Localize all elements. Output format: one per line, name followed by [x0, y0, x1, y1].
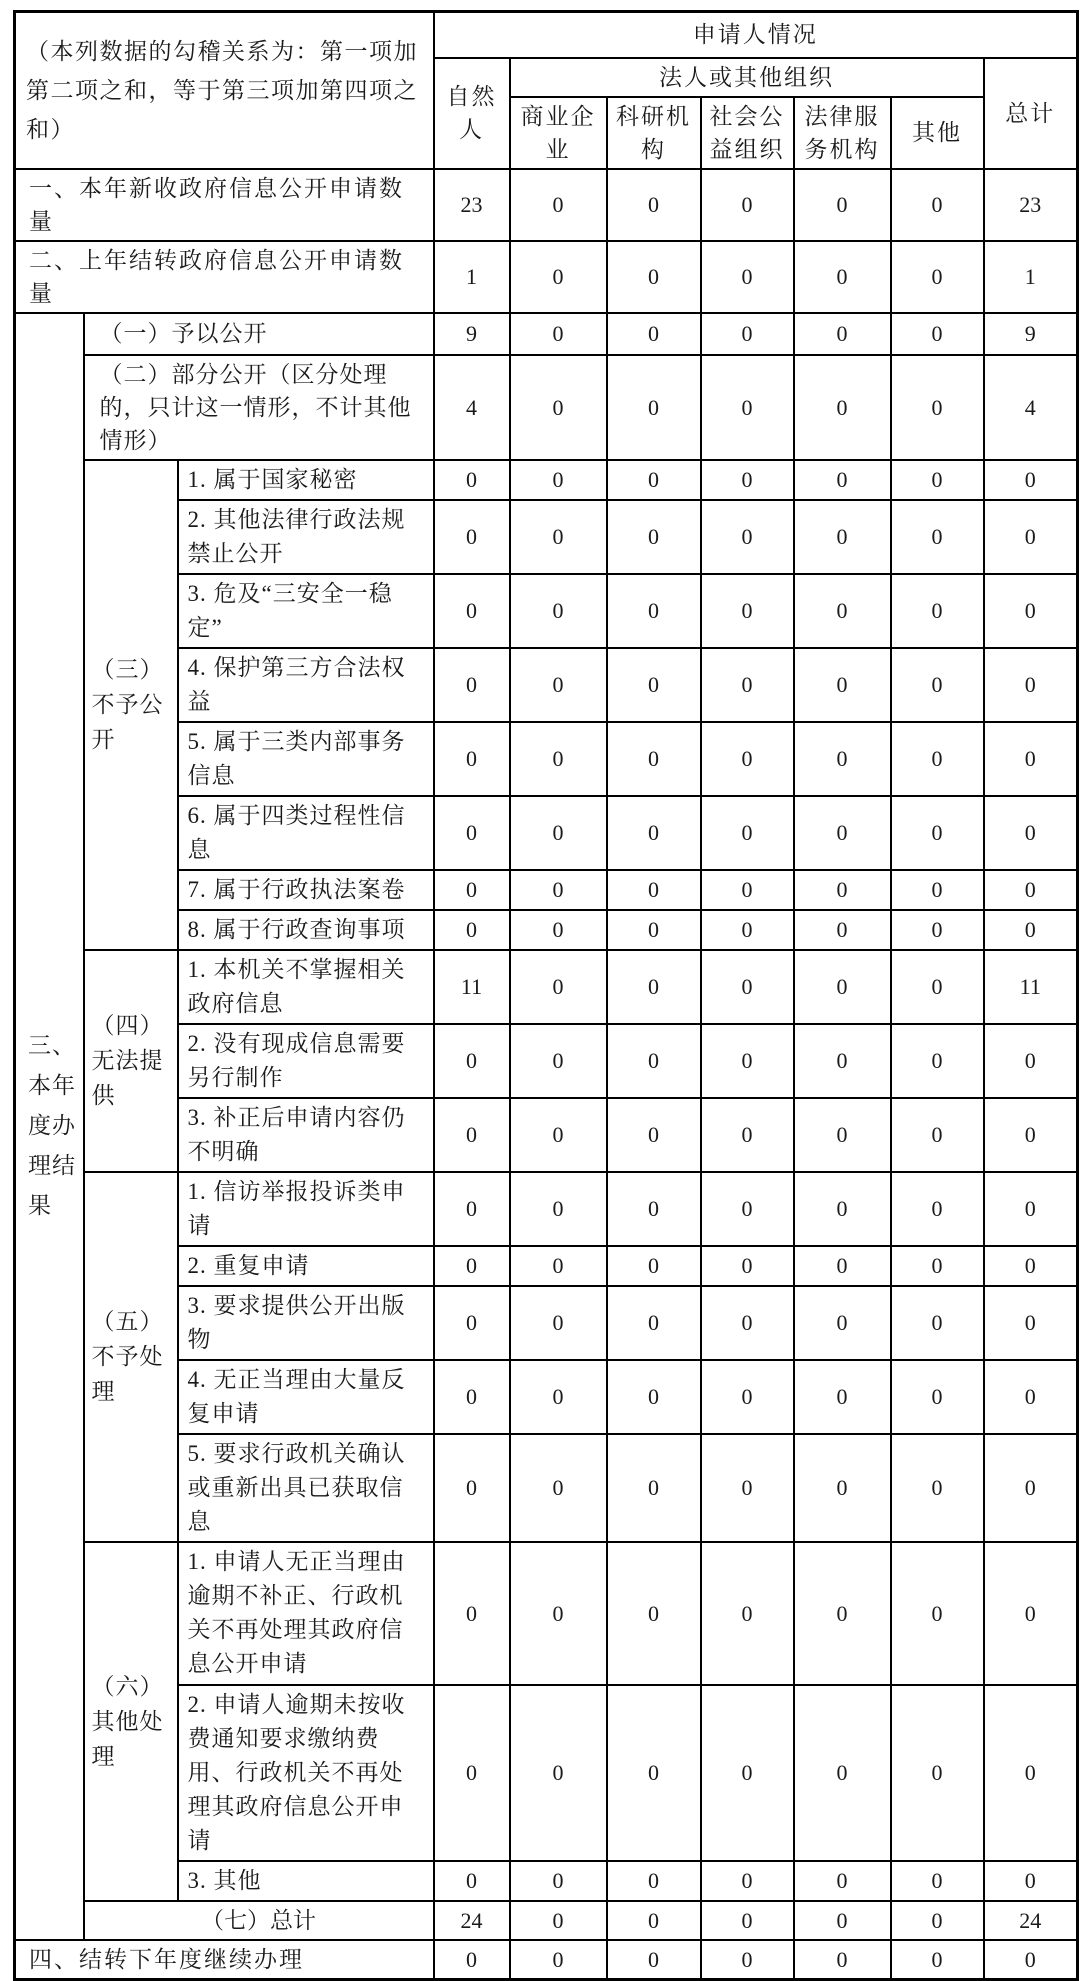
value-cell: 0: [984, 1434, 1078, 1542]
value-cell: 0: [794, 1172, 891, 1246]
value-cell: 0: [434, 1360, 510, 1434]
value-cell: 0: [510, 1434, 607, 1542]
value-cell: 0: [510, 355, 607, 460]
value-cell: 0: [891, 950, 984, 1024]
value-cell: 0: [701, 1901, 794, 1940]
value-cell: 0: [701, 1098, 794, 1172]
value-cell: 0: [607, 500, 701, 574]
value-cell: 0: [891, 313, 984, 355]
value-cell: 0: [434, 1246, 510, 1286]
value-cell: 0: [701, 1685, 794, 1861]
value-cell: 0: [794, 169, 891, 241]
value-cell: 0: [891, 796, 984, 870]
value-cell: 0: [794, 1098, 891, 1172]
section-not-disclosed-label: （三）不予公开: [84, 460, 178, 950]
value-cell: 0: [701, 574, 794, 648]
value-cell: 0: [891, 355, 984, 460]
value-cell: 0: [434, 796, 510, 870]
value-cell: 0: [607, 796, 701, 870]
row-label: 1. 本机关不掌握相关政府信息: [178, 950, 434, 1024]
value-cell: 0: [794, 1360, 891, 1434]
value-cell: 0: [607, 648, 701, 722]
value-cell: 0: [794, 1024, 891, 1098]
value-cell: 0: [794, 355, 891, 460]
value-cell: 24: [984, 1901, 1078, 1940]
row-label: （一）予以公开: [84, 313, 434, 355]
value-cell: 0: [891, 1940, 984, 1980]
value-cell: 0: [510, 910, 607, 950]
value-cell: 0: [984, 1024, 1078, 1098]
value-cell: 0: [794, 950, 891, 1024]
legal-org-header: 法人或其他组织: [510, 58, 984, 97]
value-cell: 24: [434, 1901, 510, 1940]
value-cell: 0: [510, 1542, 607, 1685]
value-cell: 0: [891, 1434, 984, 1542]
value-cell: 0: [701, 169, 794, 241]
value-cell: 0: [434, 1542, 510, 1685]
row-label: 6. 属于四类过程性信息: [178, 796, 434, 870]
row-label: 3. 危及“三安全一稳定”: [178, 574, 434, 648]
row-label: （七）总计: [84, 1901, 434, 1940]
value-cell: 0: [891, 574, 984, 648]
row-label: 3. 补正后申请内容仍不明确: [178, 1098, 434, 1172]
row-label: 4. 保护第三方合法权益: [178, 648, 434, 722]
value-cell: 0: [434, 460, 510, 500]
disclosure-requests-table: [13, 10, 1079, 1981]
value-cell: 0: [891, 648, 984, 722]
value-cell: 0: [510, 870, 607, 910]
row-label: 2. 其他法律行政法规禁止公开: [178, 500, 434, 574]
value-cell: 0: [434, 1286, 510, 1360]
row-label: 1. 信访举报投诉类申请: [178, 1172, 434, 1246]
value-cell: 0: [891, 1360, 984, 1434]
row-label: 一、本年新收政府信息公开申请数量: [15, 169, 434, 241]
row-label: 3. 其他: [178, 1861, 434, 1901]
value-cell: 0: [891, 1861, 984, 1901]
value-cell: 0: [607, 1172, 701, 1246]
value-cell: 0: [794, 313, 891, 355]
row-label: 二、上年结转政府信息公开申请数量: [15, 241, 434, 313]
value-cell: 0: [701, 313, 794, 355]
value-cell: 0: [607, 1685, 701, 1861]
value-cell: 0: [794, 1286, 891, 1360]
natural-person-header: 自然人: [434, 58, 510, 169]
value-cell: 0: [607, 1940, 701, 1980]
value-cell: 0: [701, 460, 794, 500]
value-cell: 0: [794, 1542, 891, 1685]
value-cell: 0: [434, 648, 510, 722]
value-cell: 0: [607, 313, 701, 355]
value-cell: 0: [984, 574, 1078, 648]
value-cell: 0: [794, 1940, 891, 1980]
value-cell: 0: [701, 1542, 794, 1685]
value-cell: 0: [434, 1940, 510, 1980]
applicant-situation-header: 申请人情况: [434, 12, 1078, 58]
value-cell: 0: [701, 796, 794, 870]
value-cell: 0: [891, 460, 984, 500]
row-label: 1. 属于国家秘密: [178, 460, 434, 500]
value-cell: 0: [794, 1685, 891, 1861]
value-cell: 0: [607, 574, 701, 648]
value-cell: 0: [794, 460, 891, 500]
value-cell: 0: [794, 1434, 891, 1542]
value-cell: 0: [984, 1685, 1078, 1861]
value-cell: 0: [891, 1542, 984, 1685]
value-cell: 0: [984, 1360, 1078, 1434]
value-cell: 0: [607, 460, 701, 500]
value-cell: 9: [984, 313, 1078, 355]
value-cell: 0: [984, 722, 1078, 796]
row-label: 四、结转下年度继续办理: [15, 1940, 434, 1980]
value-cell: 0: [701, 1940, 794, 1980]
value-cell: 0: [984, 1098, 1078, 1172]
value-cell: 0: [701, 870, 794, 910]
value-cell: 0: [607, 722, 701, 796]
value-cell: 0: [434, 574, 510, 648]
value-cell: 0: [701, 1434, 794, 1542]
value-cell: 0: [510, 648, 607, 722]
value-cell: 0: [510, 1861, 607, 1901]
value-cell: 0: [794, 870, 891, 910]
value-cell: 0: [891, 722, 984, 796]
value-cell: 0: [434, 1098, 510, 1172]
value-cell: 0: [607, 1246, 701, 1286]
value-cell: 0: [984, 1246, 1078, 1286]
org-type-header: 商业企业: [510, 97, 607, 169]
value-cell: 0: [510, 169, 607, 241]
value-cell: 1: [434, 241, 510, 313]
value-cell: 0: [701, 648, 794, 722]
value-cell: 0: [607, 1098, 701, 1172]
value-cell: 1: [984, 241, 1078, 313]
value-cell: 0: [794, 1861, 891, 1901]
value-cell: 0: [607, 950, 701, 1024]
value-cell: 0: [434, 1685, 510, 1861]
value-cell: 0: [510, 796, 607, 870]
value-cell: 0: [434, 1172, 510, 1246]
value-cell: 0: [794, 722, 891, 796]
value-cell: 0: [794, 648, 891, 722]
value-cell: 0: [984, 460, 1078, 500]
value-cell: 0: [701, 1286, 794, 1360]
value-cell: 0: [891, 1024, 984, 1098]
value-cell: 0: [434, 1861, 510, 1901]
value-cell: 0: [510, 722, 607, 796]
value-cell: 0: [510, 1685, 607, 1861]
value-cell: 0: [701, 722, 794, 796]
value-cell: 0: [891, 1901, 984, 1940]
value-cell: 0: [794, 241, 891, 313]
row-label: 3. 要求提供公开出版物: [178, 1286, 434, 1360]
value-cell: 0: [607, 241, 701, 313]
value-cell: 0: [891, 910, 984, 950]
value-cell: 0: [607, 1434, 701, 1542]
value-cell: 0: [891, 1172, 984, 1246]
value-cell: 0: [891, 169, 984, 241]
value-cell: 4: [984, 355, 1078, 460]
value-cell: 0: [794, 910, 891, 950]
value-cell: 23: [984, 169, 1078, 241]
value-cell: 0: [510, 460, 607, 500]
value-cell: 0: [607, 870, 701, 910]
org-type-header: 法律服务机构: [794, 97, 891, 169]
value-cell: 0: [891, 241, 984, 313]
value-cell: 0: [510, 1901, 607, 1940]
row-label: 4. 无正当理由大量反复申请: [178, 1360, 434, 1434]
value-cell: 0: [434, 722, 510, 796]
value-cell: 0: [984, 1542, 1078, 1685]
row-label: 8. 属于行政查询事项: [178, 910, 434, 950]
value-cell: 0: [891, 1246, 984, 1286]
value-cell: 0: [510, 1098, 607, 1172]
row-label: 7. 属于行政执法案卷: [178, 870, 434, 910]
value-cell: 0: [701, 1360, 794, 1434]
value-cell: 0: [510, 241, 607, 313]
value-cell: 0: [701, 1246, 794, 1286]
value-cell: 0: [607, 1286, 701, 1360]
row-label: 2. 重复申请: [178, 1246, 434, 1286]
org-type-header: 社会公益组织: [701, 97, 794, 169]
section-other-handling-label: （六）其他处理: [84, 1542, 178, 1901]
row-label: 5. 要求行政机关确认或重新出具已获取信息: [178, 1434, 434, 1542]
value-cell: 0: [984, 1286, 1078, 1360]
section-unable-to-provide-label: （四）无法提供: [84, 950, 178, 1172]
value-cell: 0: [891, 1685, 984, 1861]
value-cell: 0: [607, 1542, 701, 1685]
value-cell: 0: [701, 1861, 794, 1901]
value-cell: 0: [607, 355, 701, 460]
value-cell: 11: [434, 950, 510, 1024]
row-label: 2. 没有现成信息需要另行制作: [178, 1024, 434, 1098]
value-cell: 0: [510, 313, 607, 355]
value-cell: 0: [984, 648, 1078, 722]
value-cell: 0: [607, 910, 701, 950]
value-cell: 0: [891, 500, 984, 574]
section-not-processed-label: （五）不予处理: [84, 1172, 178, 1542]
value-cell: 0: [607, 1360, 701, 1434]
value-cell: 4: [434, 355, 510, 460]
total-header: 总计: [984, 58, 1078, 169]
value-cell: 0: [984, 1861, 1078, 1901]
value-cell: 0: [510, 1246, 607, 1286]
value-cell: 0: [794, 500, 891, 574]
value-cell: 0: [510, 950, 607, 1024]
value-cell: 0: [701, 355, 794, 460]
value-cell: 0: [510, 1286, 607, 1360]
org-type-header: 其他: [891, 97, 984, 169]
value-cell: 0: [701, 500, 794, 574]
value-cell: 0: [984, 796, 1078, 870]
value-cell: 0: [510, 574, 607, 648]
value-cell: 0: [434, 1434, 510, 1542]
value-cell: 0: [794, 1246, 891, 1286]
value-cell: 0: [510, 1360, 607, 1434]
value-cell: 0: [510, 1024, 607, 1098]
value-cell: 0: [984, 500, 1078, 574]
reconciliation-note: （本列数据的勾稽关系为：第一项加第二项之和，等于第三项加第四项之和）: [15, 12, 434, 169]
value-cell: 0: [891, 1286, 984, 1360]
value-cell: 0: [984, 870, 1078, 910]
value-cell: 0: [891, 1098, 984, 1172]
value-cell: 0: [510, 500, 607, 574]
row-label: 2. 申请人逾期未按收费通知要求缴纳费用、行政机关不再处理其政府信息公开申请: [178, 1685, 434, 1861]
value-cell: 0: [701, 910, 794, 950]
value-cell: 23: [434, 169, 510, 241]
value-cell: 0: [607, 1024, 701, 1098]
value-cell: 0: [701, 241, 794, 313]
value-cell: 0: [434, 910, 510, 950]
value-cell: 0: [984, 1172, 1078, 1246]
value-cell: 0: [984, 910, 1078, 950]
org-type-header: 科研机构: [607, 97, 701, 169]
row-label: （二）部分公开（区分处理的，只计这一情形，不计其他情形）: [84, 355, 434, 460]
section-annual-results-label: 三、本年度办理结果: [15, 313, 84, 1940]
value-cell: 0: [434, 500, 510, 574]
value-cell: 9: [434, 313, 510, 355]
value-cell: 0: [607, 1901, 701, 1940]
value-cell: 0: [701, 1024, 794, 1098]
value-cell: 0: [510, 1172, 607, 1246]
value-cell: 11: [984, 950, 1078, 1024]
row-label: 1. 申请人无正当理由逾期不补正、行政机关不再处理其政府信息公开申请: [178, 1542, 434, 1685]
value-cell: 0: [794, 574, 891, 648]
value-cell: 0: [510, 1940, 607, 1980]
value-cell: 0: [984, 1940, 1078, 1980]
value-cell: 0: [434, 1024, 510, 1098]
row-label: 5. 属于三类内部事务信息: [178, 722, 434, 796]
value-cell: 0: [794, 1901, 891, 1940]
value-cell: 0: [701, 1172, 794, 1246]
value-cell: 0: [794, 796, 891, 870]
value-cell: 0: [434, 870, 510, 910]
value-cell: 0: [607, 169, 701, 241]
value-cell: 0: [891, 870, 984, 910]
value-cell: 0: [607, 1861, 701, 1901]
value-cell: 0: [701, 950, 794, 1024]
